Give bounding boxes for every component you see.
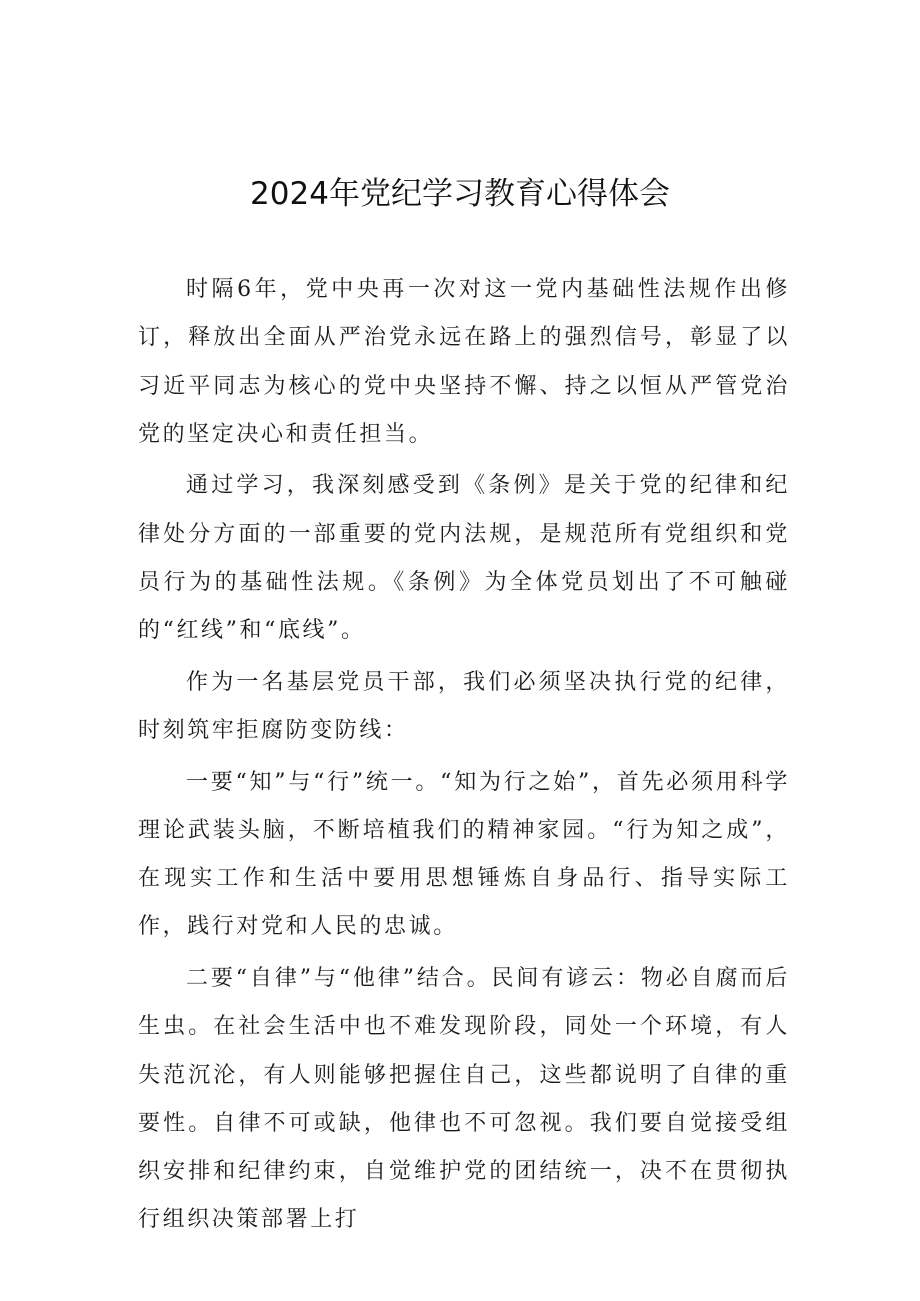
paragraph-2: 通过学习，我深刻感受到《条例》是关于党的纪律和纪律处分方面的一部重要的党内法规，是规范所有党组织和党员行为的基础性法规。《条例》为全体党员划出了不可触碰的“红线”和“底线”。 xyxy=(138,473,790,644)
paragraph-3: 作为一名基层党员干部，我们必须坚决执行党的纪律，时刻筑牢拒腐防变防线： xyxy=(138,669,790,744)
document-title: 2024年党纪学习教育心得体会 xyxy=(250,176,670,212)
document-body xyxy=(138,266,790,1248)
paragraph-1: 时隔6年，党中央再一次对这一党内基础性法规作出修订，释放出全面从严治党永远在路上的强烈信号，彰显了以习近平同志为核心的党中央坚持不懈、持之以恒从严管党治党的坚定决心和责任担当。 xyxy=(138,277,790,447)
paragraph-4: 一要“知”与“行”统一。“知为行之始”，首先必须用科学理论武装头脑，不断培植我们的精神家园。“行为知之成”，在现实工作和生活中要用思想锤炼自身品行、指导实际工作，践行对党和人民的忠诚。 xyxy=(138,769,790,940)
paragraph-5: 二要“自律”与“他律”结合。民间有谚云：物必自腐而后生虫。在社会生活中也不难发现阶段，同处一个环境，有人失范沉沦，有人则能够把握住自己，这些都说明了自律的重要性。自律不可或缺，他律也不可忽视。我们要自觉接受组织安排和纪律约束，自觉维护党的团结统一，决不在贯彻执行组织决策部署上打 xyxy=(138,965,790,1233)
